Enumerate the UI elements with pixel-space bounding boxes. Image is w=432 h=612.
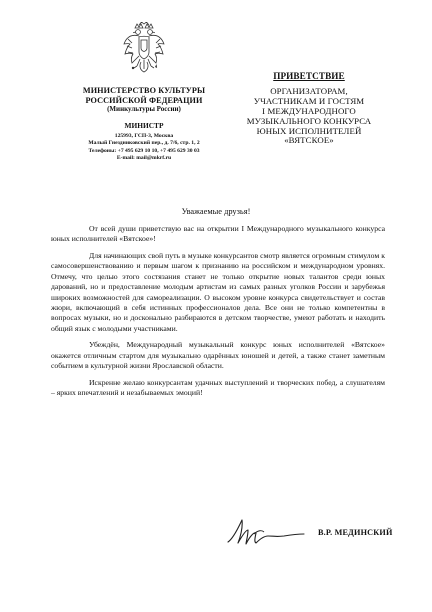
ministry-name [60,86,228,105]
coat-of-arms-emblem [122,22,166,78]
position-title: МИНИСТР [124,121,164,131]
greeting-heading [236,72,382,146]
body-paragraph: Убеждён, Международный музыкальный конкурс юных исполнителей «Вятское» окажется отличным стартом для музыкально одарённых юношей и детей, а также станет заметным событием в культурной жизни Ярославской области. [51,340,385,371]
body-paragraph: От всей души приветствую вас на открытии I Международного музыкального конкурса юных исполнителей «Вятское»! [51,224,385,244]
salutation: Уважаемые друзья! [181,207,251,216]
email-line: E-mail: mail@mkrf.ru [116,155,172,162]
heading-line: МУЗЫКАЛЬНОГО КОНКУРСА [246,115,372,126]
heading-line: I МЕЖДУНАРОДНОГО [262,105,356,116]
body-paragraph: Для начинающих свой путь в музыке конкурсантов смотр является огромным стимулом к самосовершенствованию и первым шагом к признанию на российском и международном уровнях. Отмечу, что целью этого состязания станет не только открытие новых талантов среди юных дарований, но и предоставление молодым артистам из самых разных уголков России и зарубежья широких возможностей для самореализации. О высоком уровне конкурса свидетельствует и состав жюри, включающий в себя истинных профессионалов дела. Все они не только компетентны в вопросах музыки, но и досконально разбираются в детском творчестве, умеют работать и находить общий язык с молодыми участниками. [51,251,385,333]
ministry-name-line: РОССИЙСКОЙ ФЕДЕРАЦИИ [85,95,203,105]
ministry-address [60,133,228,162]
heading-line: ЮНЫХ ИСПОЛНИТЕЛЕЙ [256,125,362,136]
heading-line: УЧАСТНИКАМ И ГОСТЯМ [253,95,365,106]
heading-line: ОРГАНИЗАТОРАМ, [270,85,348,96]
letterhead [60,22,228,162]
greeting-title: ПРИВЕТСТВИЕ [273,71,345,81]
address-line: Малый Гнездниковский пер., д. 7/6, стр. 1, 2 [88,140,200,147]
letter-body [51,224,385,405]
ministry-short-name: (Минкультуры России) [107,105,181,114]
ministry-name-line: МИНИСТЕРСТВО КУЛЬТУРЫ [82,86,206,95]
address-line: 125993, ГСП-3, Москва [114,133,174,140]
signer-name: В.Р. МЕДИНСКИЙ [318,528,393,537]
body-paragraph: Искренне желаю конкурсантам удачных выступлений и творческих побед, а слушателям – ярких впечатлений и незабываемых эмоций! [51,377,385,398]
handwritten-signature [224,512,308,552]
phones-line: Телефоны: +7 495 629 10 10, +7 495 629 30 03 [88,147,200,154]
heading-line: «ВЯТСКОЕ» [284,135,334,146]
